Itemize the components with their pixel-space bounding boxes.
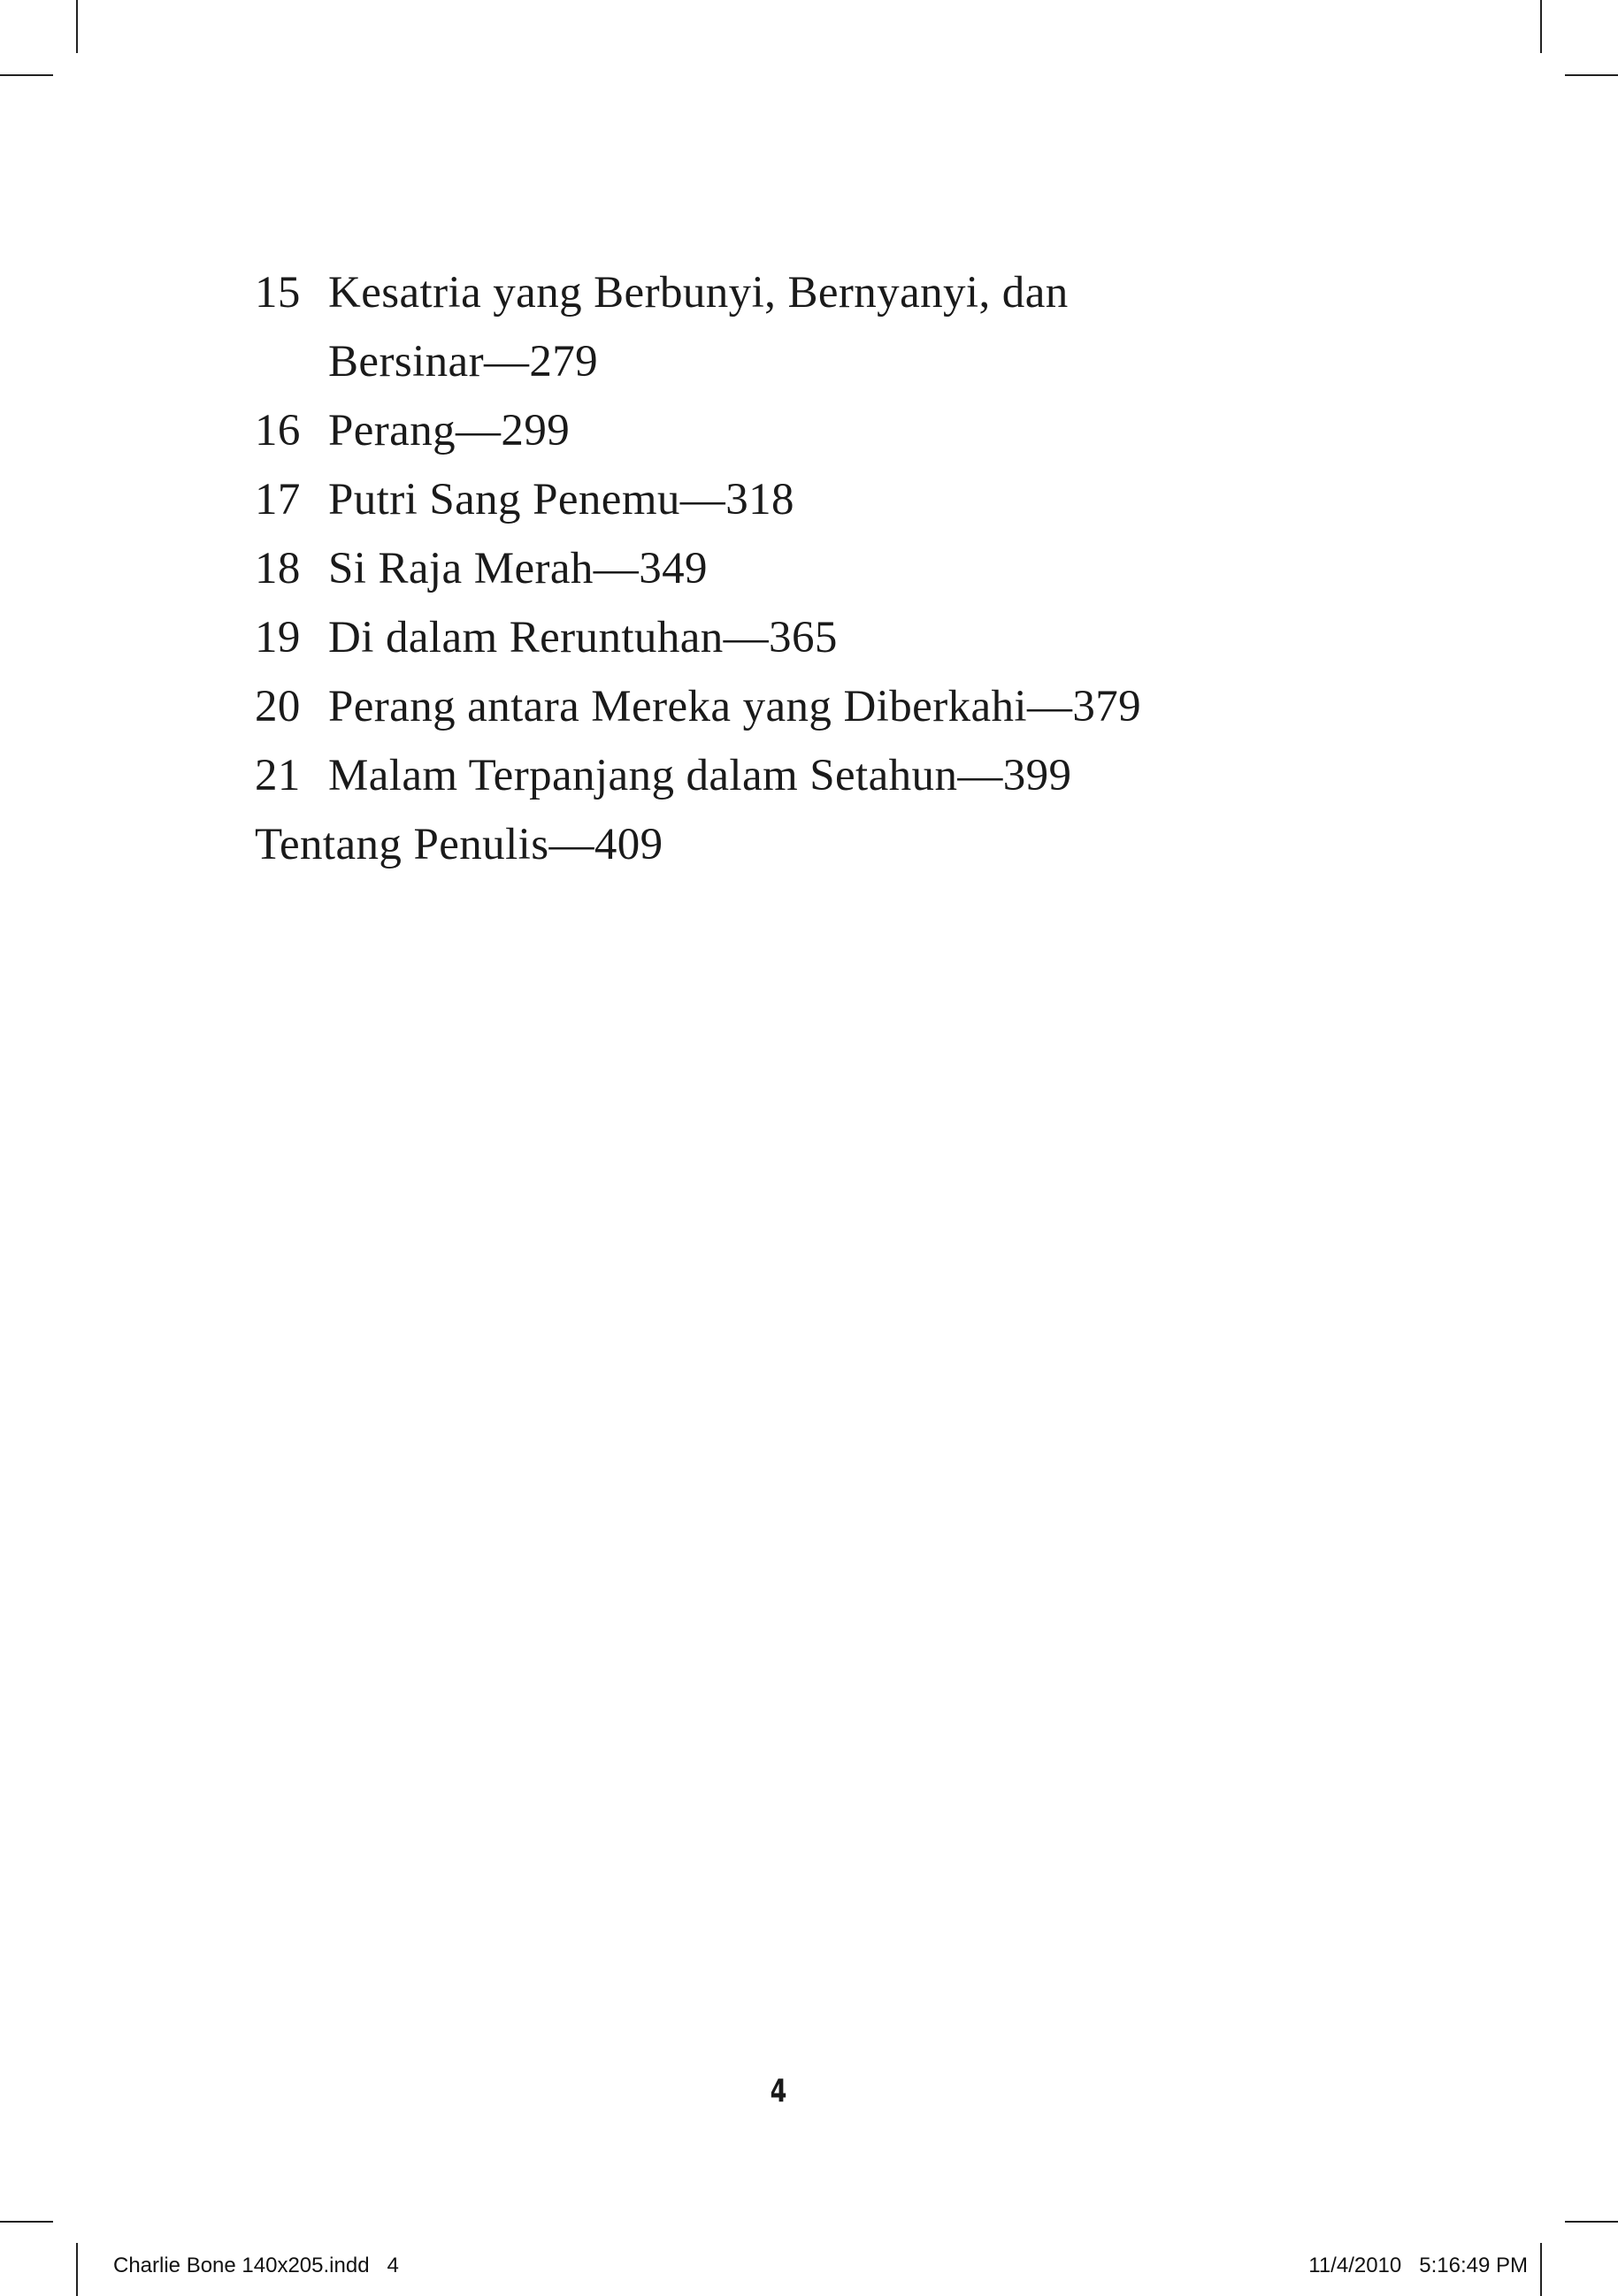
toc-entry-title: Malam Terpanjang dalam Setahun—399 [328, 751, 1072, 800]
table-of-contents [255, 258, 1405, 879]
toc-entry-title: Di dalam Reruntuhan—365 [328, 613, 838, 662]
crop-mark-top-left-horizontal [0, 74, 53, 76]
toc-entry-title: Perang antara Mereka yang Diberkahi—379 [328, 682, 1142, 731]
crop-mark-bottom-left-vertical [76, 2243, 78, 2296]
crop-mark-top-right-vertical [1540, 0, 1542, 53]
crop-mark-bottom-right-horizontal [1565, 2221, 1618, 2223]
toc-entry-title: Putri Sang Penemu—318 [328, 475, 794, 524]
page-number: 4 [770, 2073, 787, 2109]
crop-mark-bottom-right-vertical [1540, 2243, 1542, 2296]
crop-mark-top-right-horizontal [1565, 74, 1618, 76]
toc-entry-number: 16 [255, 406, 301, 455]
toc-entry-title: Kesatria yang Berbunyi, Bernyanyi, dan Bersinar—279 [328, 268, 1069, 386]
toc-entry-number: 17 [255, 475, 301, 524]
crop-mark-bottom-left-horizontal [0, 2221, 53, 2223]
toc-entry-20 [255, 672, 1405, 741]
toc-entry-number: 19 [255, 613, 301, 662]
toc-entry-title: Si Raja Merah—349 [328, 544, 708, 593]
footer-timestamp: 11/4/2010 5:16:49 PM [1308, 2254, 1528, 2277]
toc-entry-18 [255, 534, 1405, 603]
footer-file-info: Charlie Bone 140x205.indd 4 [113, 2254, 399, 2277]
toc-entry-16 [255, 396, 1405, 465]
toc-entry-21 [255, 741, 1405, 810]
toc-entry-about-author [255, 810, 1405, 879]
toc-entry-19 [255, 603, 1405, 672]
toc-entry-15 [255, 258, 1405, 396]
toc-entry-number: 18 [255, 544, 301, 593]
crop-mark-top-left-vertical [76, 0, 78, 53]
toc-about-author: Tentang Penulis—409 [255, 820, 663, 869]
toc-entry-number: 20 [255, 682, 301, 731]
toc-entry-title: Perang—299 [328, 406, 571, 455]
toc-entry-number: 21 [255, 751, 301, 800]
toc-entry-number: 15 [255, 268, 301, 318]
toc-entry-17 [255, 465, 1405, 534]
